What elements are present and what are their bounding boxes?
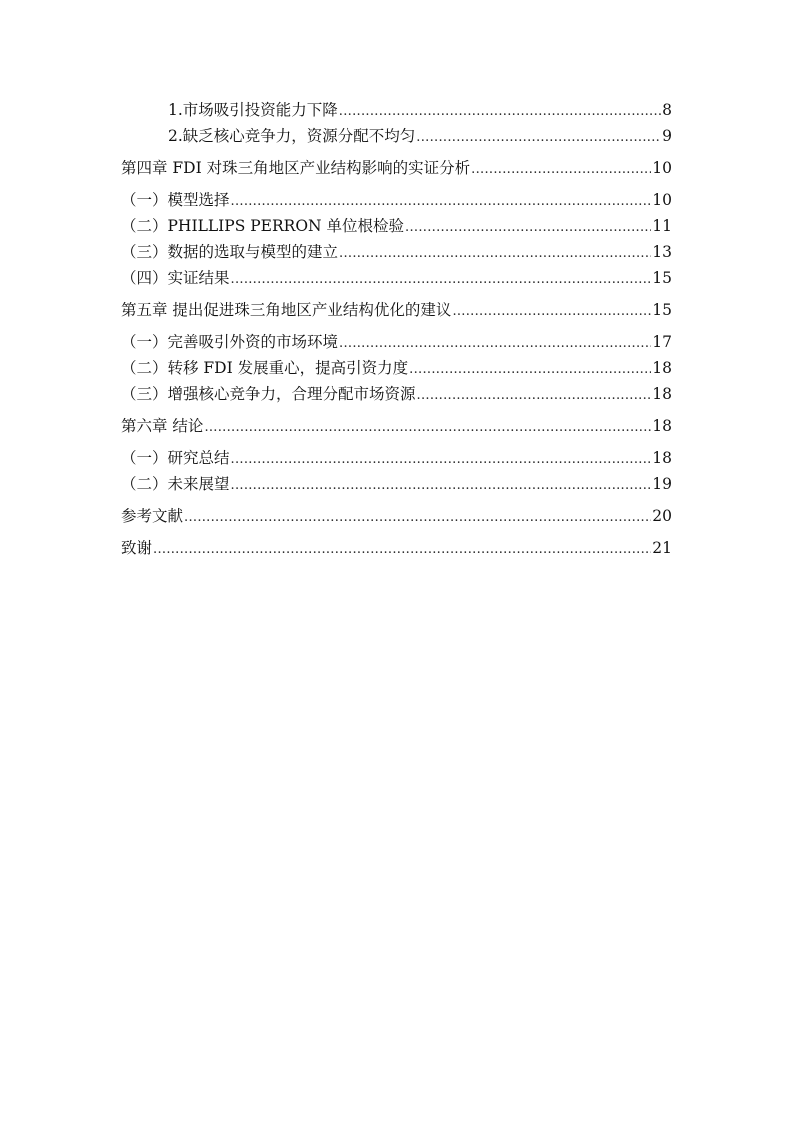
toc-chapter-entry[interactable] [121, 155, 672, 181]
toc-page-number: 10 [652, 191, 672, 209]
toc-page-number: 17 [652, 333, 672, 351]
toc-entry-title: （三）增强核心竞争力，合理分配市场资源 [121, 385, 416, 403]
toc-entry-title: （四）实证结果 [121, 269, 230, 287]
toc-page-number: 15 [652, 301, 672, 319]
dot-leader [231, 189, 652, 215]
toc-entry-title: 第四章 FDI 对珠三角地区产业结构影响的实证分析 [121, 159, 471, 177]
toc-chapter-entry[interactable] [121, 535, 672, 561]
dot-leader [153, 537, 651, 563]
toc-entry[interactable] [121, 239, 672, 265]
dot-leader [339, 241, 651, 267]
toc-page-number: 20 [652, 507, 672, 525]
toc-entry-title: 2.缺乏核心竞争力，资源分配不均匀 [168, 127, 416, 145]
toc-entry[interactable] [121, 123, 672, 149]
dot-leader [417, 383, 652, 409]
toc-page-number: 18 [652, 359, 672, 377]
toc-chapter-entry[interactable] [121, 503, 672, 529]
toc-entry[interactable] [121, 97, 672, 123]
toc-page-number: 15 [652, 269, 672, 287]
dot-leader [405, 215, 651, 241]
dot-leader [231, 447, 652, 473]
toc-entry-title: （三）数据的选取与模型的建立 [121, 243, 339, 261]
toc-entry[interactable] [121, 329, 672, 355]
dot-leader [204, 415, 651, 441]
toc-entry-title: 第五章 提出促进珠三角地区产业结构优化的建议 [121, 301, 452, 319]
toc-entry[interactable] [121, 355, 672, 381]
dot-leader [184, 505, 651, 531]
toc-entry-title: （二）转移 FDI 发展重心，提高引资力度 [121, 359, 409, 377]
toc-entry-title: 1.市场吸引投资能力下降 [168, 101, 338, 119]
toc-entry-title: （二）未来展望 [121, 475, 230, 493]
dot-leader [231, 473, 652, 499]
dot-leader [409, 357, 651, 383]
toc-entry-title: 参考文献 [121, 507, 184, 525]
toc-entry-title: 致谢 [121, 539, 153, 557]
toc-page-number: 9 [662, 127, 672, 145]
toc-entry-title: （二）PHILLIPS PERRON 单位根检验 [121, 217, 405, 235]
toc-chapter-entry[interactable] [121, 413, 672, 439]
toc-chapter-entry[interactable] [121, 297, 672, 323]
dot-leader [339, 99, 661, 125]
toc-page-number: 8 [662, 101, 672, 119]
toc-entry[interactable] [121, 213, 672, 239]
toc-entry-title: （一）模型选择 [121, 191, 230, 209]
toc-page-number: 13 [652, 243, 672, 261]
dot-leader [471, 157, 651, 183]
toc-page-number: 18 [652, 449, 672, 467]
table-of-contents [121, 97, 672, 561]
toc-entry[interactable] [121, 445, 672, 471]
toc-entry-title: （一）完善吸引外资的市场环境 [121, 333, 339, 351]
dot-leader [416, 125, 661, 151]
toc-entry-title: 第六章 结论 [121, 417, 204, 435]
dot-leader [231, 267, 652, 293]
toc-page-number: 19 [652, 475, 672, 493]
toc-page-number: 11 [652, 217, 672, 235]
dot-leader [452, 299, 651, 325]
toc-entry[interactable] [121, 471, 672, 497]
toc-entry-title: （一）研究总结 [121, 449, 230, 467]
toc-entry[interactable] [121, 187, 672, 213]
dot-leader [339, 331, 651, 357]
toc-page-number: 18 [652, 417, 672, 435]
toc-entry[interactable] [121, 265, 672, 291]
toc-page-number: 18 [652, 385, 672, 403]
toc-page-number: 10 [652, 159, 672, 177]
toc-page-number: 21 [652, 539, 672, 557]
toc-entry[interactable] [121, 381, 672, 407]
